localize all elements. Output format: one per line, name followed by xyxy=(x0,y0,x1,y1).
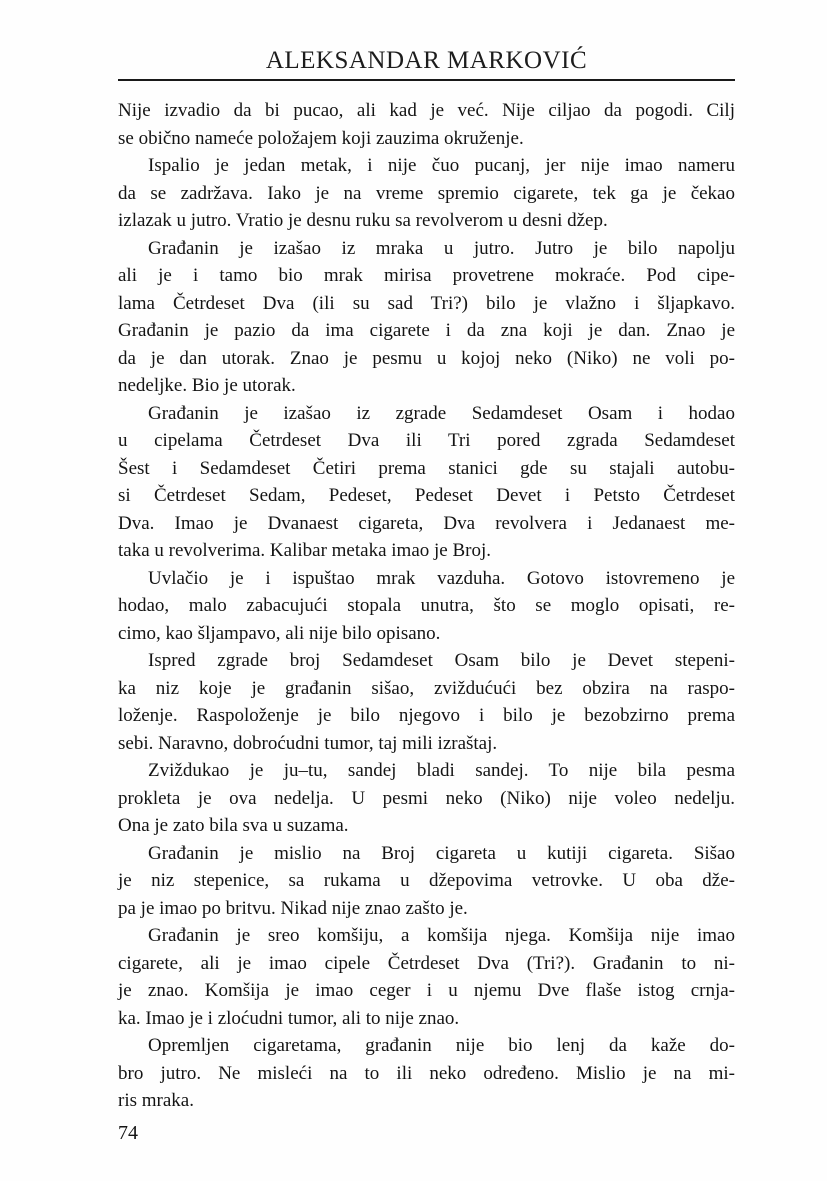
text-line: Građanin je izašao iz zgrade Sedamdeset Osam i hodao xyxy=(148,402,735,424)
text-line: lama Četrdeset Dva (ili su sad Tri?) bilo je vlažno i šljapkavo. xyxy=(118,292,735,314)
text-line: Ispalio je jedan metak, i nije čuo pucanj, jer nije imao nameru xyxy=(148,155,735,176)
text-line: loženje. Raspoloženje je bilo njegovo i bilo je bezobzirno prema xyxy=(118,705,735,726)
text-line: Dva. Imao je Dvanaest cigareta, Dva revolvera i Jedanaest me- xyxy=(118,512,735,534)
page-header-author: ALEKSANDAR MARKOVIĆ xyxy=(265,47,588,74)
text-line: si Četrdeset Sedam, Pedeset, Pedeset Devet i Petsto Četrdeset xyxy=(118,485,735,506)
text-line: Uvlačio je i ispuštao mrak vazduha. Gotovo istovremeno je xyxy=(148,567,735,589)
text-line: prokleta je ova nedelja. U pesmi neko (Niko) nije voleo nedelju. xyxy=(118,787,735,809)
text-line: Opremljen cigaretama, građanin nije bio lenj da kaže do- xyxy=(148,1035,735,1056)
paragraph xyxy=(118,152,735,235)
text-line: Građanin je mislio na Broj cigareta u kutiji cigareta. Sišao xyxy=(148,842,735,864)
text-line: Nije izvadio da bi pucao, ali kad je već. Nije ciljao da pogodi. Cilj xyxy=(118,100,735,121)
paragraph xyxy=(118,840,735,923)
text-line: bro jutro. Ne misleći na to ili neko određeno. Mislio je na mi- xyxy=(118,1062,735,1084)
text-line: hodao, malo zabacujući stopala unutra, što se moglo opisati, re- xyxy=(118,595,735,616)
text-line: ka niz koje je građanin sišao, zviždućući bez obzira na raspo- xyxy=(118,677,735,699)
paragraph xyxy=(118,565,735,648)
paragraph xyxy=(118,922,735,1032)
paragraph xyxy=(118,400,735,565)
paragraph xyxy=(118,647,735,757)
text-line: Građanin je izašao iz mraka u jutro. Jutro je bilo napolju xyxy=(148,237,735,259)
page-number: 74 xyxy=(118,1121,138,1144)
text-line: ka. Imao je i zloćudni tumor, ali to nije znao. xyxy=(118,1007,460,1029)
text-line: Zviždukao je ju–tu, sandej bladi sandej. To nije bila pesma xyxy=(148,760,735,781)
text-line: ris mraka. xyxy=(118,1090,194,1111)
header-rule xyxy=(118,79,735,81)
paragraph xyxy=(118,757,735,840)
text-line: cigarete, ali je imao cipele Četrdeset Dva (Tri?). Građanin to ni- xyxy=(118,952,735,974)
text-line: sebi. Naravno, dobroćudni tumor, taj mili izraštaj. xyxy=(118,732,498,754)
text-line: je znao. Komšija je imao ceger i u njemu Dve flaše istog crnja- xyxy=(118,980,735,1001)
text-line: je niz stepenice, sa rukama u džepovima vetrovke. U oba dže- xyxy=(118,870,735,891)
paragraph xyxy=(118,1032,735,1115)
paragraph xyxy=(118,235,735,400)
text-line: Građanin je pazio da ima cigarete i da zna koji je dan. Znao je xyxy=(118,320,735,341)
text-line: ali je i tamo bio mrak mirisa provetrene mokraće. Pod cipe- xyxy=(118,265,735,286)
text-line: izlazak u jutro. Vratio je desnu ruku sa revolverom u desni džep. xyxy=(118,210,608,231)
text-line: se obično nameće položajem koji zauzima okruženje. xyxy=(118,127,524,149)
text-line: Ispred zgrade broj Sedamdeset Osam bilo je Devet stepeni- xyxy=(148,650,735,671)
page-footer xyxy=(118,1120,735,1147)
text-line: taka u revolverima. Kalibar metaka imao je Broj. xyxy=(118,540,491,561)
text-line: nedeljke. Bio je utorak. xyxy=(118,375,296,396)
text-line: Ona je zato bila sva u suzama. xyxy=(118,815,349,836)
text-body xyxy=(118,97,735,1115)
text-line: Šest i Sedamdeset Četiri prema stanici gde su stajali autobu- xyxy=(118,457,735,479)
text-line: da je dan utorak. Znao je pesmu u kojoj neko (Niko) ne voli po- xyxy=(118,347,735,369)
running-header xyxy=(118,47,735,81)
text-line: cimo, kao šljampavo, ali nije bilo opisano. xyxy=(118,622,441,644)
text-line: pa je imao po britvu. Nikad nije znao zašto je. xyxy=(118,897,468,919)
text-line: da se zadržava. Iako je na vreme spremio cigarete, tek ga je čekao xyxy=(118,182,735,204)
text-line: u cipelama Četrdeset Dva ili Tri pored zgrada Sedamdeset xyxy=(118,430,735,451)
text-line: Građanin je sreo komšiju, a komšija njega. Komšija nije imao xyxy=(148,925,735,946)
paragraph xyxy=(118,97,735,152)
